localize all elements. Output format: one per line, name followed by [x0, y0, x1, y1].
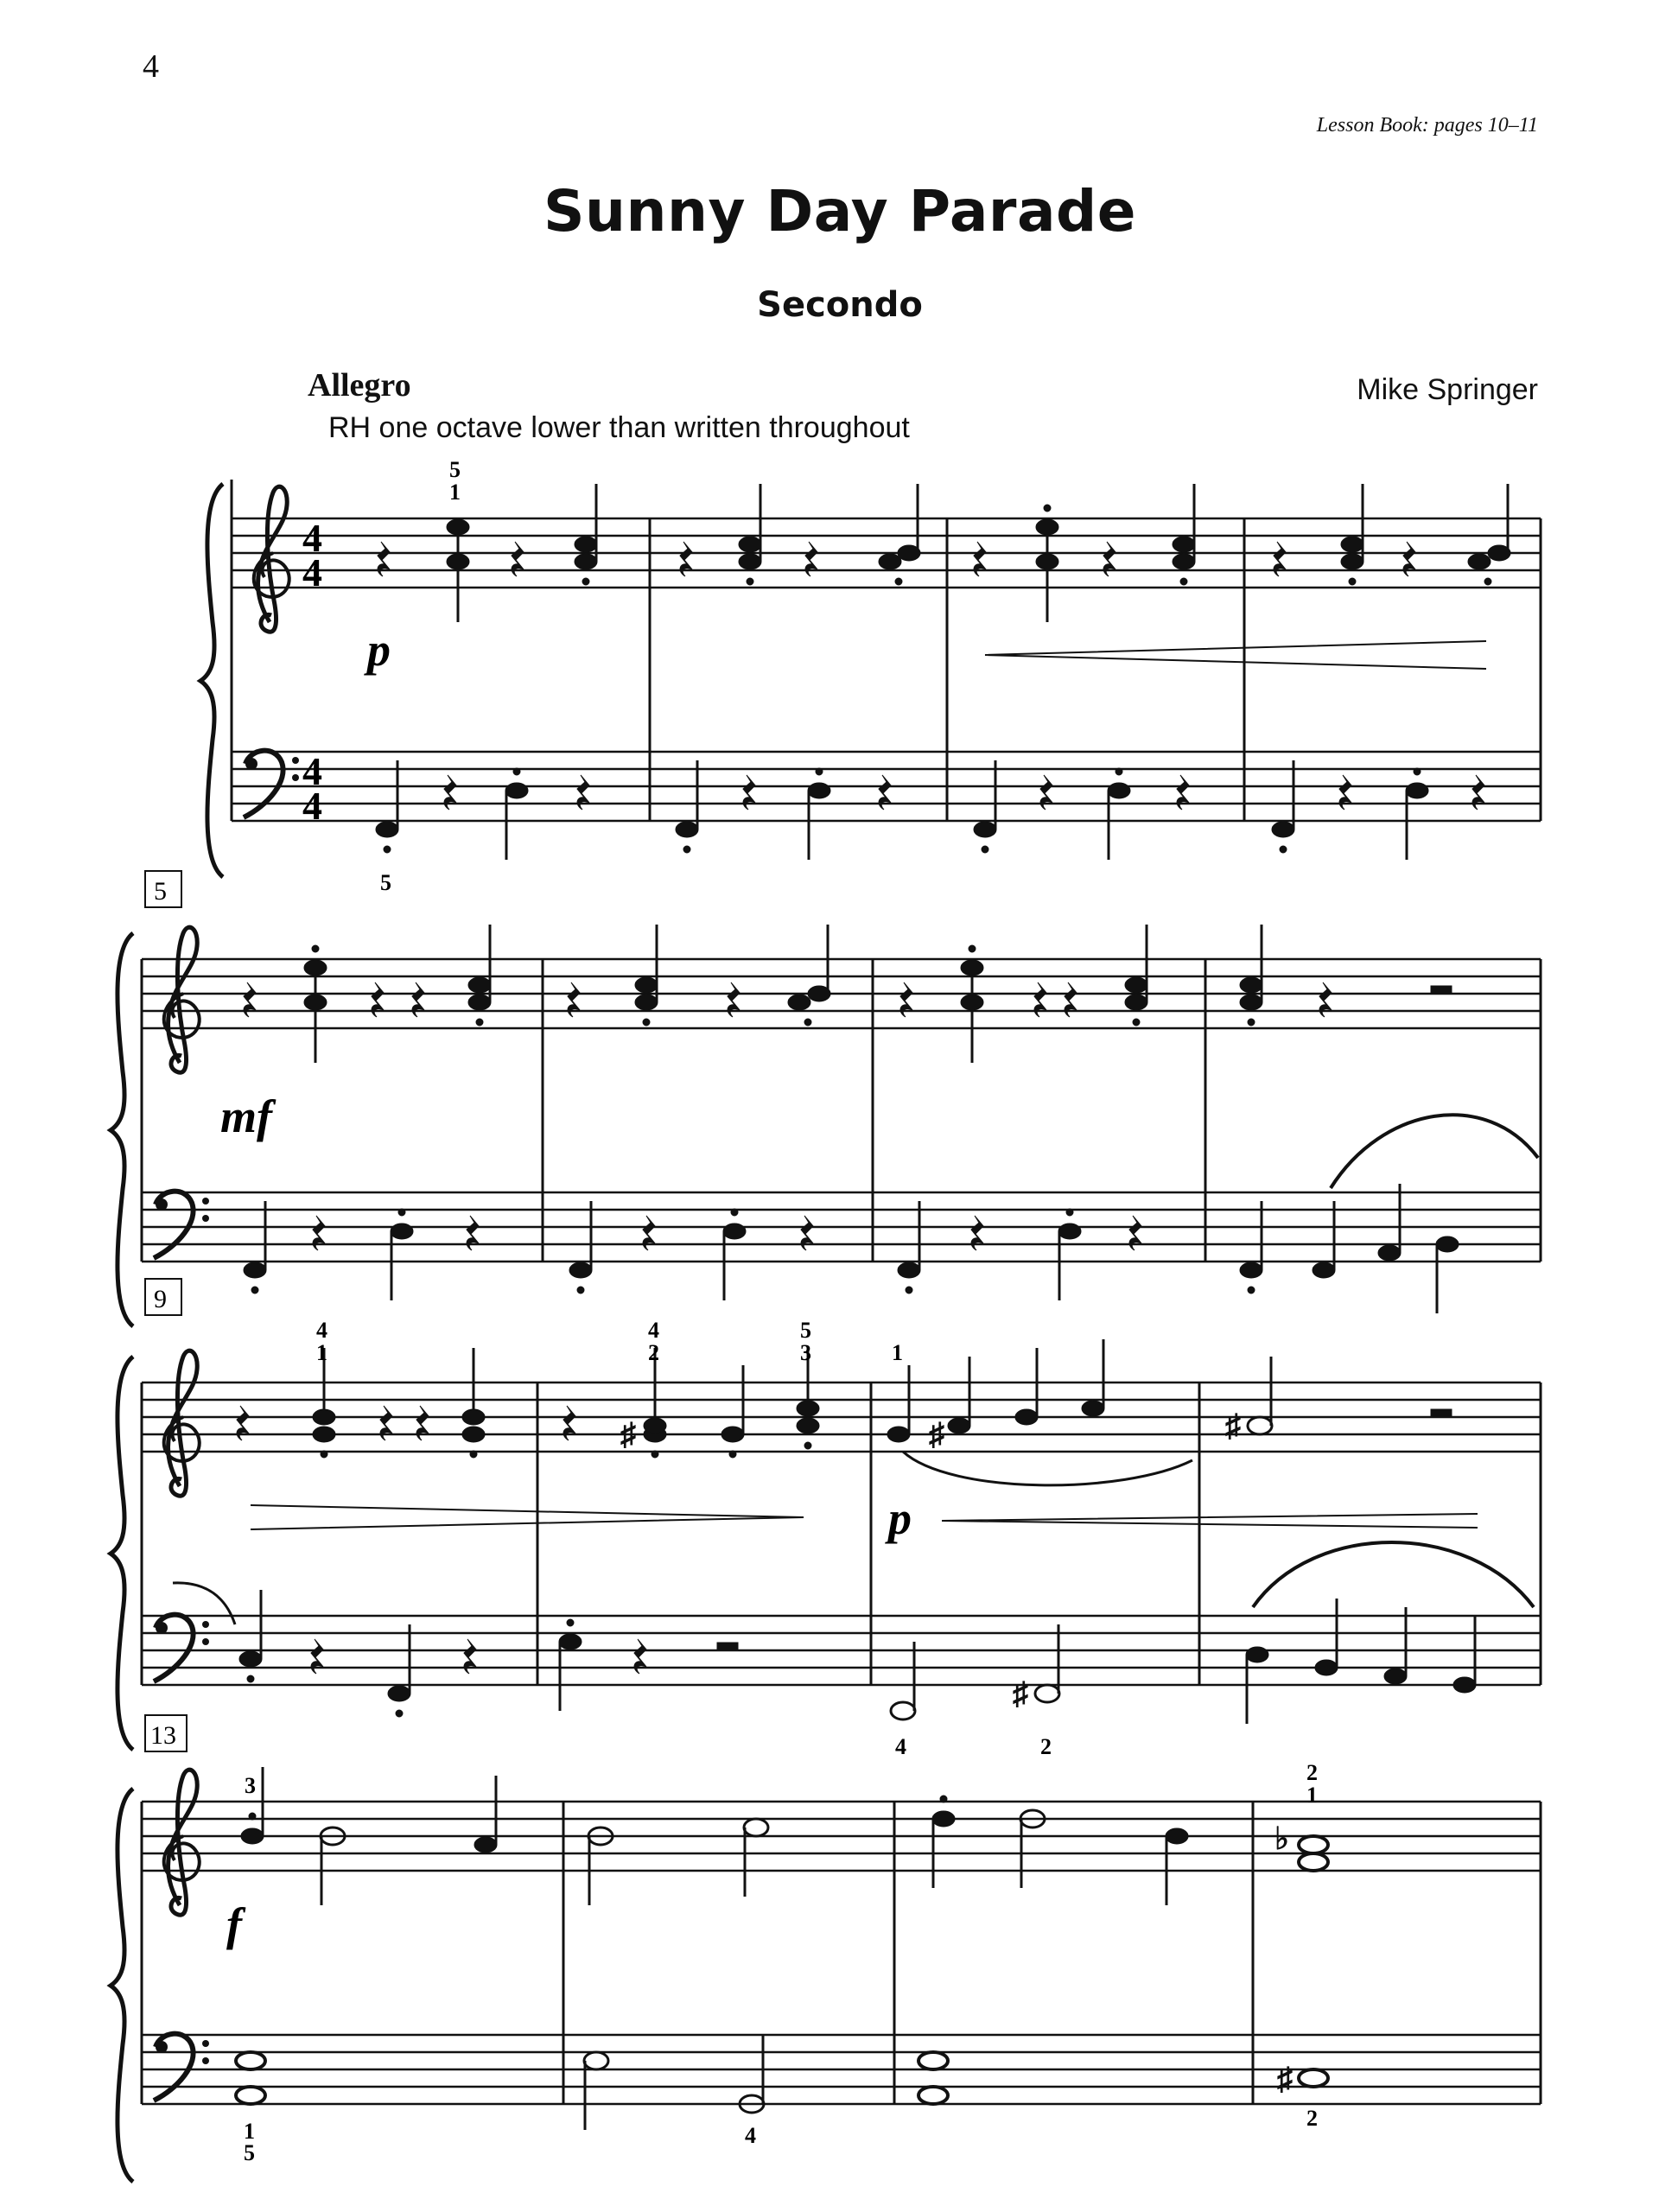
diminuendo-hairpin: [985, 641, 1486, 669]
treble-staff: [142, 1802, 1541, 1871]
dynamic-mf: mf: [220, 1090, 272, 1142]
treble-clef-icon: [164, 1351, 200, 1496]
slur: [1331, 1115, 1538, 1188]
svg-text:♯: ♯: [1013, 1676, 1028, 1711]
slur: [903, 1452, 1192, 1485]
tempo-marking: Allegro: [308, 367, 411, 404]
bass-notes: [236, 2035, 1328, 2130]
treble-clef-icon: [164, 927, 200, 1072]
treble-clef-icon: [254, 486, 289, 632]
svg-text:♯: ♯: [620, 1417, 636, 1452]
svg-text:4: 4: [302, 516, 322, 560]
part-subtitle: Secondo: [757, 285, 923, 325]
brace: [200, 484, 223, 877]
bass-staff: [142, 1192, 1541, 1262]
svg-text:♯: ♯: [1225, 1408, 1241, 1443]
system-2: [111, 871, 1541, 1326]
system-3: [111, 1279, 1541, 1759]
svg-text:3: 3: [800, 1340, 811, 1365]
treble-notes: [237, 1339, 1452, 1485]
measure-number: 13: [150, 1721, 176, 1750]
svg-text:1: 1: [316, 1340, 327, 1365]
bass-notes: [244, 1184, 1459, 1313]
bass-clef-icon: [154, 1615, 209, 1681]
svg-text:♯: ♯: [1277, 2062, 1293, 2096]
bass-clef-icon: [154, 1192, 209, 1258]
svg-text:4: 4: [302, 550, 322, 594]
svg-text:4: 4: [302, 784, 322, 828]
svg-text:1: 1: [1306, 1783, 1318, 1808]
measure-number: 9: [154, 1285, 167, 1313]
svg-text:3: 3: [245, 1773, 256, 1798]
slur: [1253, 1542, 1534, 1607]
bass-staff: [142, 2035, 1541, 2104]
barlines: [563, 1802, 1541, 2104]
measure-number: 5: [154, 877, 167, 906]
svg-text:4: 4: [895, 1734, 906, 1759]
brace: [111, 933, 133, 1326]
composer-name: Mike Springer: [1357, 373, 1538, 406]
treble-staff: [142, 1382, 1541, 1452]
piece-title: Sunny Day Parade: [543, 178, 1136, 245]
page-number: 4: [143, 48, 159, 85]
svg-text:2: 2: [648, 1340, 659, 1365]
treble-staff: [232, 518, 1541, 588]
svg-text:1: 1: [892, 1340, 903, 1365]
source-reference: Lesson Book: pages 10–11: [1316, 114, 1538, 137]
bass-notes: [376, 760, 1484, 860]
diminuendo-hairpin: [251, 1505, 804, 1529]
svg-text:2: 2: [1040, 1734, 1052, 1759]
performance-instruction: RH one octave lower than written throughout: [328, 411, 910, 444]
svg-text:♭: ♭: [1274, 1821, 1289, 1856]
svg-text:♯: ♯: [929, 1417, 944, 1452]
svg-text:1: 1: [244, 2119, 255, 2144]
svg-text:4: 4: [302, 749, 322, 793]
svg-text:5: 5: [800, 1318, 811, 1343]
svg-text:5: 5: [380, 870, 391, 895]
svg-text:4: 4: [648, 1318, 659, 1343]
brace: [111, 1789, 133, 2182]
system-4: [111, 1715, 1541, 2182]
barlines: [537, 1382, 1541, 1685]
bass-clef-icon: [154, 2034, 209, 2101]
svg-text:1: 1: [449, 480, 461, 505]
svg-text:5: 5: [449, 457, 461, 482]
time-signature: [302, 516, 322, 828]
treble-clef-icon: [164, 1770, 200, 1915]
fingerings: [316, 1318, 1052, 1759]
svg-text:4: 4: [745, 2123, 756, 2148]
bass-notes: [239, 1590, 1476, 1724]
bass-clef-icon: [244, 751, 299, 817]
svg-text:2: 2: [1306, 2106, 1318, 2131]
brace: [111, 1357, 133, 1750]
svg-text:2: 2: [1306, 1760, 1318, 1785]
svg-text:5: 5: [244, 2140, 255, 2165]
system-1: [200, 457, 1541, 895]
dynamic-f: f: [226, 1898, 242, 1950]
diminuendo-hairpin: [942, 1514, 1478, 1528]
dynamic-p: p: [888, 1492, 912, 1544]
svg-text:4: 4: [316, 1318, 327, 1343]
dynamic-p: p: [367, 624, 391, 676]
